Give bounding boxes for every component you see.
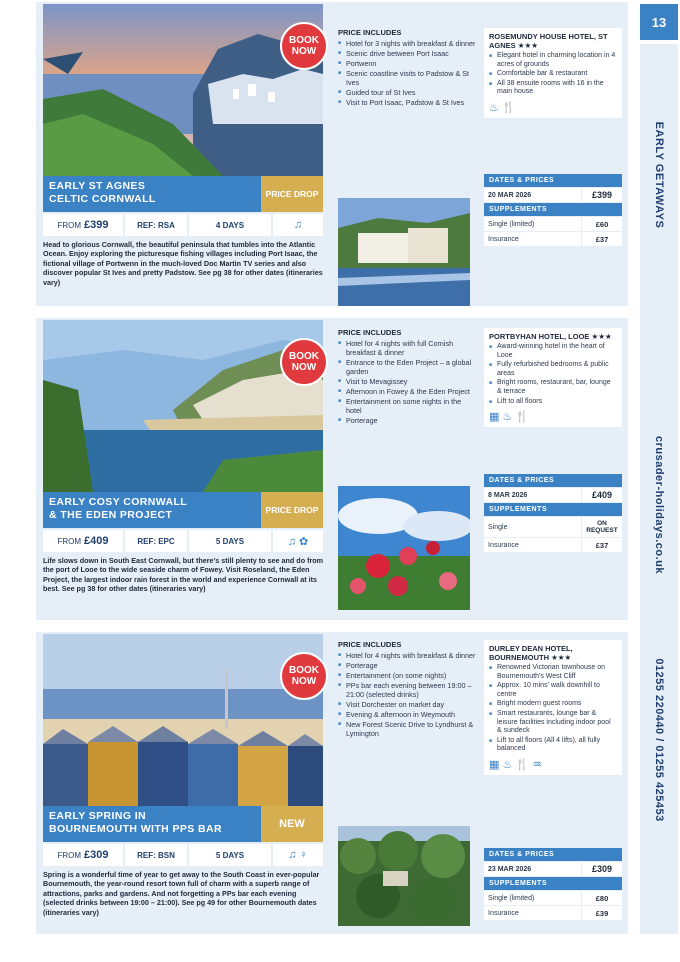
tour-ref: REF: RSA <box>125 214 187 236</box>
book-now-line-2: NOW <box>291 676 317 687</box>
tour-title-line-1: EARLY SPRING IN <box>49 810 147 822</box>
supplement-label: Insurance <box>484 538 581 552</box>
hotel-feature: ■ Lift to all floors <box>489 398 617 407</box>
supplement-row <box>484 906 622 920</box>
hotel-feature: ■ Lift to all floors (All 4 lifts), all fully balanced <box>489 737 617 754</box>
tour-intro: Head to glorious Cornwall, the beautiful peninsula that tumbles into the Atlantic Ocean. Enjoy exploring the picturesque fishing villages including Port Isaac, the fictional village of Portwenn in the much-loved Doc Martin TV series and also discover popular St Ives and pretty Padstow. See pg 38 for other dates (itineraries vary) <box>43 240 323 287</box>
include-item: ■ Visit to Port Isaac, Padstow & St Ives <box>338 98 478 107</box>
supplement-row <box>484 232 622 246</box>
supplements-heading: SUPPLEMENTS <box>484 503 622 516</box>
new-badge: NEW <box>261 806 323 842</box>
date-price: £399 <box>582 188 622 202</box>
tour-title <box>43 806 261 842</box>
date-price: £409 <box>582 488 622 502</box>
tour-panel-bournemouth <box>36 632 628 934</box>
book-now-line-2: NOW <box>291 46 317 57</box>
supplement-price: £37 <box>582 232 622 246</box>
price-row <box>43 214 323 236</box>
supplement-row <box>484 538 622 552</box>
amenity-icons: ▦ ♨ 🍴 <box>489 411 530 424</box>
hotel-feature: ■ Renowned Victorian townhouse on Bournemouth's West Cliff <box>489 664 617 681</box>
include-item: ■ Hotel for 4 nights with breakfast & dinner <box>338 651 478 660</box>
dates-prices-heading: DATES & PRICES <box>484 174 622 187</box>
include-item: ■ Scenic drive between Port Isaac <box>338 49 478 58</box>
hotel-card <box>484 28 622 118</box>
hotel-thumbnail <box>338 198 470 306</box>
hotel-feature: ■ Comfortable bar & restaurant <box>489 70 617 79</box>
book-now-line-1: BOOK <box>289 35 319 46</box>
supplement-label: Insurance <box>484 906 581 920</box>
book-now-line-1: BOOK <box>289 351 319 362</box>
tour-intro: Spring is a wonderful time of year to get away to the South Coast in ever-popular Bournemouth, the year-round resort town full of charm with a superb range of attractions, parks and gardens. And not forgetting a PPs bar each evening (selected drinks between 19:00 – 21:00). See pg 49 for other Bournemouth dates (itineraries vary) <box>43 870 320 917</box>
book-now-line-2: NOW <box>291 362 317 373</box>
book-now-badge[interactable] <box>280 338 328 386</box>
date-price: £309 <box>582 862 622 876</box>
hotel-feature: ■ Approx. 10 mins' walk downhill to centre <box>489 682 617 699</box>
price-includes-heading: PRICE INCLUDES <box>338 640 402 649</box>
supplement-price: £60 <box>582 217 622 231</box>
price-row <box>43 530 323 552</box>
price-value: £399 <box>84 219 109 231</box>
hotel-name: PORTBYHAN HOTEL, LOOE ★★★ <box>489 332 612 341</box>
from-price <box>43 530 123 552</box>
include-item: ■ Scenic coastline visits to Padstow & St Ives <box>338 69 478 87</box>
dates-prices-heading: DATES & PRICES <box>484 474 622 487</box>
side-strip <box>639 0 680 962</box>
tour-ref: REF: BSN <box>125 844 187 866</box>
include-item: ■ Evening & afternoon in Weymouth <box>338 710 478 719</box>
date-row <box>484 188 622 202</box>
price-row <box>43 844 323 866</box>
tour-title-line-2: BOURNEMOUTH WITH PPS BAR <box>49 823 222 835</box>
supplement-price: £80 <box>582 891 622 905</box>
tour-photo-cosy-cornwall <box>43 320 323 492</box>
supplement-label: Insurance <box>484 232 581 246</box>
price-includes-heading: PRICE INCLUDES <box>338 28 402 37</box>
include-item: ■ Guided tour of St Ives <box>338 88 478 97</box>
supplement-label: Single (limited) <box>484 217 581 231</box>
hotel-name: ROSEMUNDY HOUSE HOTEL, ST AGNES ★★★ <box>489 32 608 50</box>
dates-prices-table <box>484 174 622 247</box>
include-item: ■ Entrance to the Eden Project – a global garden <box>338 358 478 376</box>
book-now-line-1: BOOK <box>289 665 319 676</box>
supplement-row <box>484 891 622 905</box>
hotel-feature: ■ Bright rooms, restaurant, bar, lounge & terrace <box>489 379 617 396</box>
include-item: ■ Portwenn <box>338 59 478 68</box>
from-label: FROM <box>57 850 82 860</box>
tour-intro: Life slows down in South East Cornwall, but there's still plenty to see and do from the port of Looe to the wide seaside charm of Fowey. Visit Roseland, the Eden Project, the largest indoor rain forest in the world and experience Cornwall at its best. See pg 38 for other dates (itineraries vary) <box>43 556 324 594</box>
book-now-badge[interactable] <box>280 652 328 700</box>
website-text[interactable]: crusader-holidays.co.uk <box>653 435 665 575</box>
forest-thumbnail <box>338 826 470 926</box>
tour-title <box>43 176 261 212</box>
price-includes-heading: PRICE INCLUDES <box>338 328 402 337</box>
from-label: FROM <box>57 220 82 230</box>
date-row <box>484 488 622 502</box>
from-price <box>43 844 123 866</box>
hotel-feature: ■ Smart restaurants, lounge bar & leisure facilities including indoor pool & sundeck <box>489 710 617 736</box>
date-value: 20 MAR 2026 <box>484 188 581 202</box>
from-price <box>43 214 123 236</box>
include-item: ■ Hotel for 4 nights with full Cornish breakfast & dinner <box>338 339 478 357</box>
supplements-heading: SUPPLEMENTS <box>484 203 622 216</box>
hotel-feature: ■ Award-winning hotel in the heart of Looe <box>489 343 617 360</box>
supplement-row <box>484 517 622 537</box>
amenity-icons: ▦ ♨ 🍴 ♒ <box>489 758 542 771</box>
book-now-badge[interactable] <box>280 22 328 70</box>
tour-days: 5 DAYS <box>189 844 271 866</box>
from-label: FROM <box>57 536 82 546</box>
hotel-feature: ■ Elegant hotel in charming location in 4 acres of grounds <box>489 52 617 69</box>
include-item: ■ Entertainment (on some nights) <box>338 671 478 680</box>
hotel-feature: ■ Fully refurbished bedrooms & public areas <box>489 361 617 378</box>
phone-text[interactable]: 01255 220440 / 01255 425453 <box>653 658 665 822</box>
include-item: ■ New Forest Scenic Drive to Lyndhurst & Lymington <box>338 720 478 738</box>
supplement-price: £37 <box>582 538 622 552</box>
price-value: £409 <box>84 535 109 547</box>
hotel-name: DURLEY DEAN HOTEL, BOURNEMOUTH ★★★ <box>489 644 573 662</box>
include-item: ■ Entertainment on some nights in the hotel <box>338 397 478 415</box>
price-includes <box>338 640 478 739</box>
music-drink-icons: ♫ ♀ <box>273 844 323 866</box>
tour-days: 4 DAYS <box>189 214 271 236</box>
date-value: 8 MAR 2026 <box>484 488 581 502</box>
include-item: ■ Afternoon in Fowey & the Eden Project <box>338 387 478 396</box>
tour-ref: REF: EPC <box>125 530 187 552</box>
price-includes <box>338 28 478 108</box>
date-row <box>484 862 622 876</box>
hotel-card <box>484 328 622 427</box>
dates-prices-table <box>484 848 622 921</box>
tour-photo-st-agnes <box>43 4 323 176</box>
section-label: EARLY GETAWAYS <box>653 121 665 229</box>
tour-title-line-2: CELTIC CORNWALL <box>49 193 156 205</box>
include-item: ■ Visit Dorchester on market day <box>338 700 478 709</box>
supplement-row <box>484 217 622 231</box>
dates-prices-table <box>484 474 622 553</box>
include-item: ■ Visit to Mevagissey <box>338 377 478 386</box>
include-item: ■ Porterage <box>338 661 478 670</box>
include-item: ■ Porterage <box>338 416 478 425</box>
tour-title-line-1: EARLY COSY CORNWALL <box>49 496 188 508</box>
tour-panel-st-agnes <box>36 2 628 306</box>
tour-title-line-1: EARLY ST AGNES <box>49 180 146 192</box>
music-garden-icons: ♫ ✿ <box>273 530 323 552</box>
include-item: ■ PPs bar each evening between 19:00 – 21:00 (selected drinks) <box>338 681 478 699</box>
amenity-icons: ♨ 🍴 <box>489 101 516 114</box>
tour-title-line-2: & THE EDEN PROJECT <box>49 509 173 521</box>
price-drop-badge: PRICE DROP <box>261 176 323 212</box>
supplement-label: Single (limited) <box>484 891 581 905</box>
tour-panel-cosy-cornwall <box>36 318 628 620</box>
music-icon: ♫ <box>273 214 323 236</box>
tour-title <box>43 492 261 528</box>
hotel-card <box>484 640 622 775</box>
include-item: ■ Hotel for 3 nights with breakfast & dinner <box>338 39 478 48</box>
tour-photo-bournemouth <box>43 634 323 806</box>
date-value: 23 MAR 2026 <box>484 862 581 876</box>
hotel-feature: ■ Bright modern guest rooms <box>489 700 617 709</box>
dates-prices-heading: DATES & PRICES <box>484 848 622 861</box>
price-includes <box>338 328 478 426</box>
supplement-price: £39 <box>582 906 622 920</box>
flowers-thumbnail <box>338 486 470 610</box>
page-number: 13 <box>640 4 678 40</box>
price-value: £309 <box>84 849 109 861</box>
price-drop-badge: PRICE DROP <box>261 492 323 528</box>
tour-days: 5 DAYS <box>189 530 271 552</box>
hotel-feature: ■ All 38 ensuite rooms with 16 in the main house <box>489 80 617 97</box>
supplements-heading: SUPPLEMENTS <box>484 877 622 890</box>
supplement-price: ON REQUEST <box>582 517 622 537</box>
supplement-label: Single <box>484 517 581 537</box>
